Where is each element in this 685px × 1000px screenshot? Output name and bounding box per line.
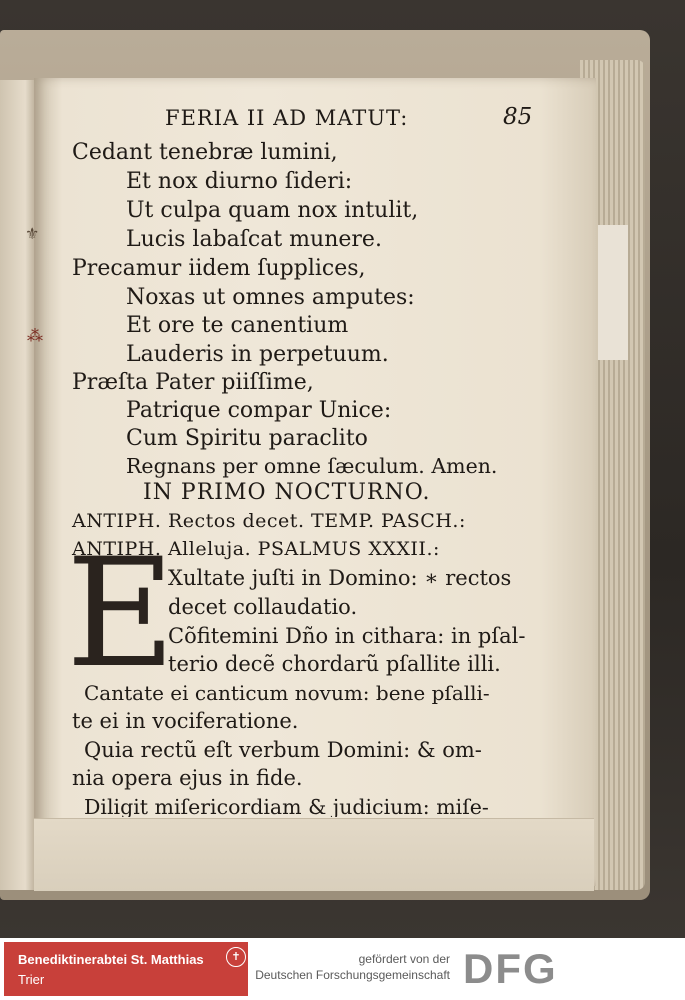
hymn-line: Cedant tenebræ lumini,	[72, 140, 338, 165]
psalm-line: Cantate ei canticum novum: bene pſalli-	[84, 681, 490, 705]
margin-mark-icon: ⚜	[25, 224, 40, 243]
antiphon-line: ANTIPH. Alleluja. PSALMUS XXXII.:	[72, 538, 440, 560]
hymn-line: Regnans per omne ſæculum. Amen.	[126, 454, 498, 478]
left-page-strip	[0, 80, 36, 890]
page-bottom-margin	[34, 818, 594, 891]
psalm-line: Xultate juſti in Domino: ∗ rectos	[168, 566, 512, 590]
psalm-line: Diligit miſericordiam & judicium: miſe-	[84, 795, 489, 817]
institution-name: Benediktinerabtei St. Matthias	[18, 952, 204, 967]
hymn-line: Noxas ut omnes amputes:	[126, 285, 415, 310]
section-heading: IN PRIMO NOCTURNO.	[143, 480, 431, 505]
margin-mark-icon: ⁂	[27, 326, 43, 345]
page-number: 85	[503, 104, 533, 130]
hymn-line: Precamur iidem ſupplices,	[72, 256, 366, 281]
hymn-line: Patrique compar Unice:	[126, 398, 392, 423]
hymn-line: Cum Spiritu paraclito	[126, 426, 368, 451]
psalm-line: nia opera ejus in fide.	[72, 766, 303, 790]
funded-by-text: gefördert von der	[358, 952, 450, 966]
decorated-initial: E	[66, 527, 176, 701]
hymn-line: Et ore te canentium	[126, 313, 349, 338]
hymn-line: Et nox diurno ſideri:	[126, 169, 353, 194]
psalm-line: decet collaudatio.	[168, 595, 358, 619]
institution-city: Trier	[18, 972, 45, 987]
psalm-line: te ei in vociferatione.	[72, 709, 299, 733]
hymn-line: Præſta Pater piiſſime,	[72, 370, 314, 395]
page-tab	[598, 225, 628, 360]
hymn-line: Lucis labaſcat munere.	[126, 227, 382, 252]
running-header: FERIA II AD MATUT:	[165, 106, 409, 130]
psalm-line: terio decẽ chordarũ pſallite illi.	[168, 652, 501, 676]
funder-name: Deutschen Forschungsgemeinschaft	[255, 968, 450, 982]
dfg-logo[interactable]: DFG	[463, 945, 558, 992]
psalm-line: Quia rectũ eſt verbum Domini: & om-	[84, 738, 482, 762]
institution-banner[interactable]	[4, 942, 248, 996]
hymn-line: Lauderis in perpetuum.	[126, 342, 389, 367]
footer-banner	[0, 938, 685, 1000]
antiphon-line: ANTIPH. Rectos decet. TEMP. PASCH.:	[72, 510, 466, 532]
psalm-line: Cõfitemini Dño in cithara: in pſal-	[168, 624, 526, 648]
institution-logo-icon: ✝	[226, 947, 246, 967]
hymn-line: Ut culpa quam nox intulit,	[126, 198, 419, 223]
